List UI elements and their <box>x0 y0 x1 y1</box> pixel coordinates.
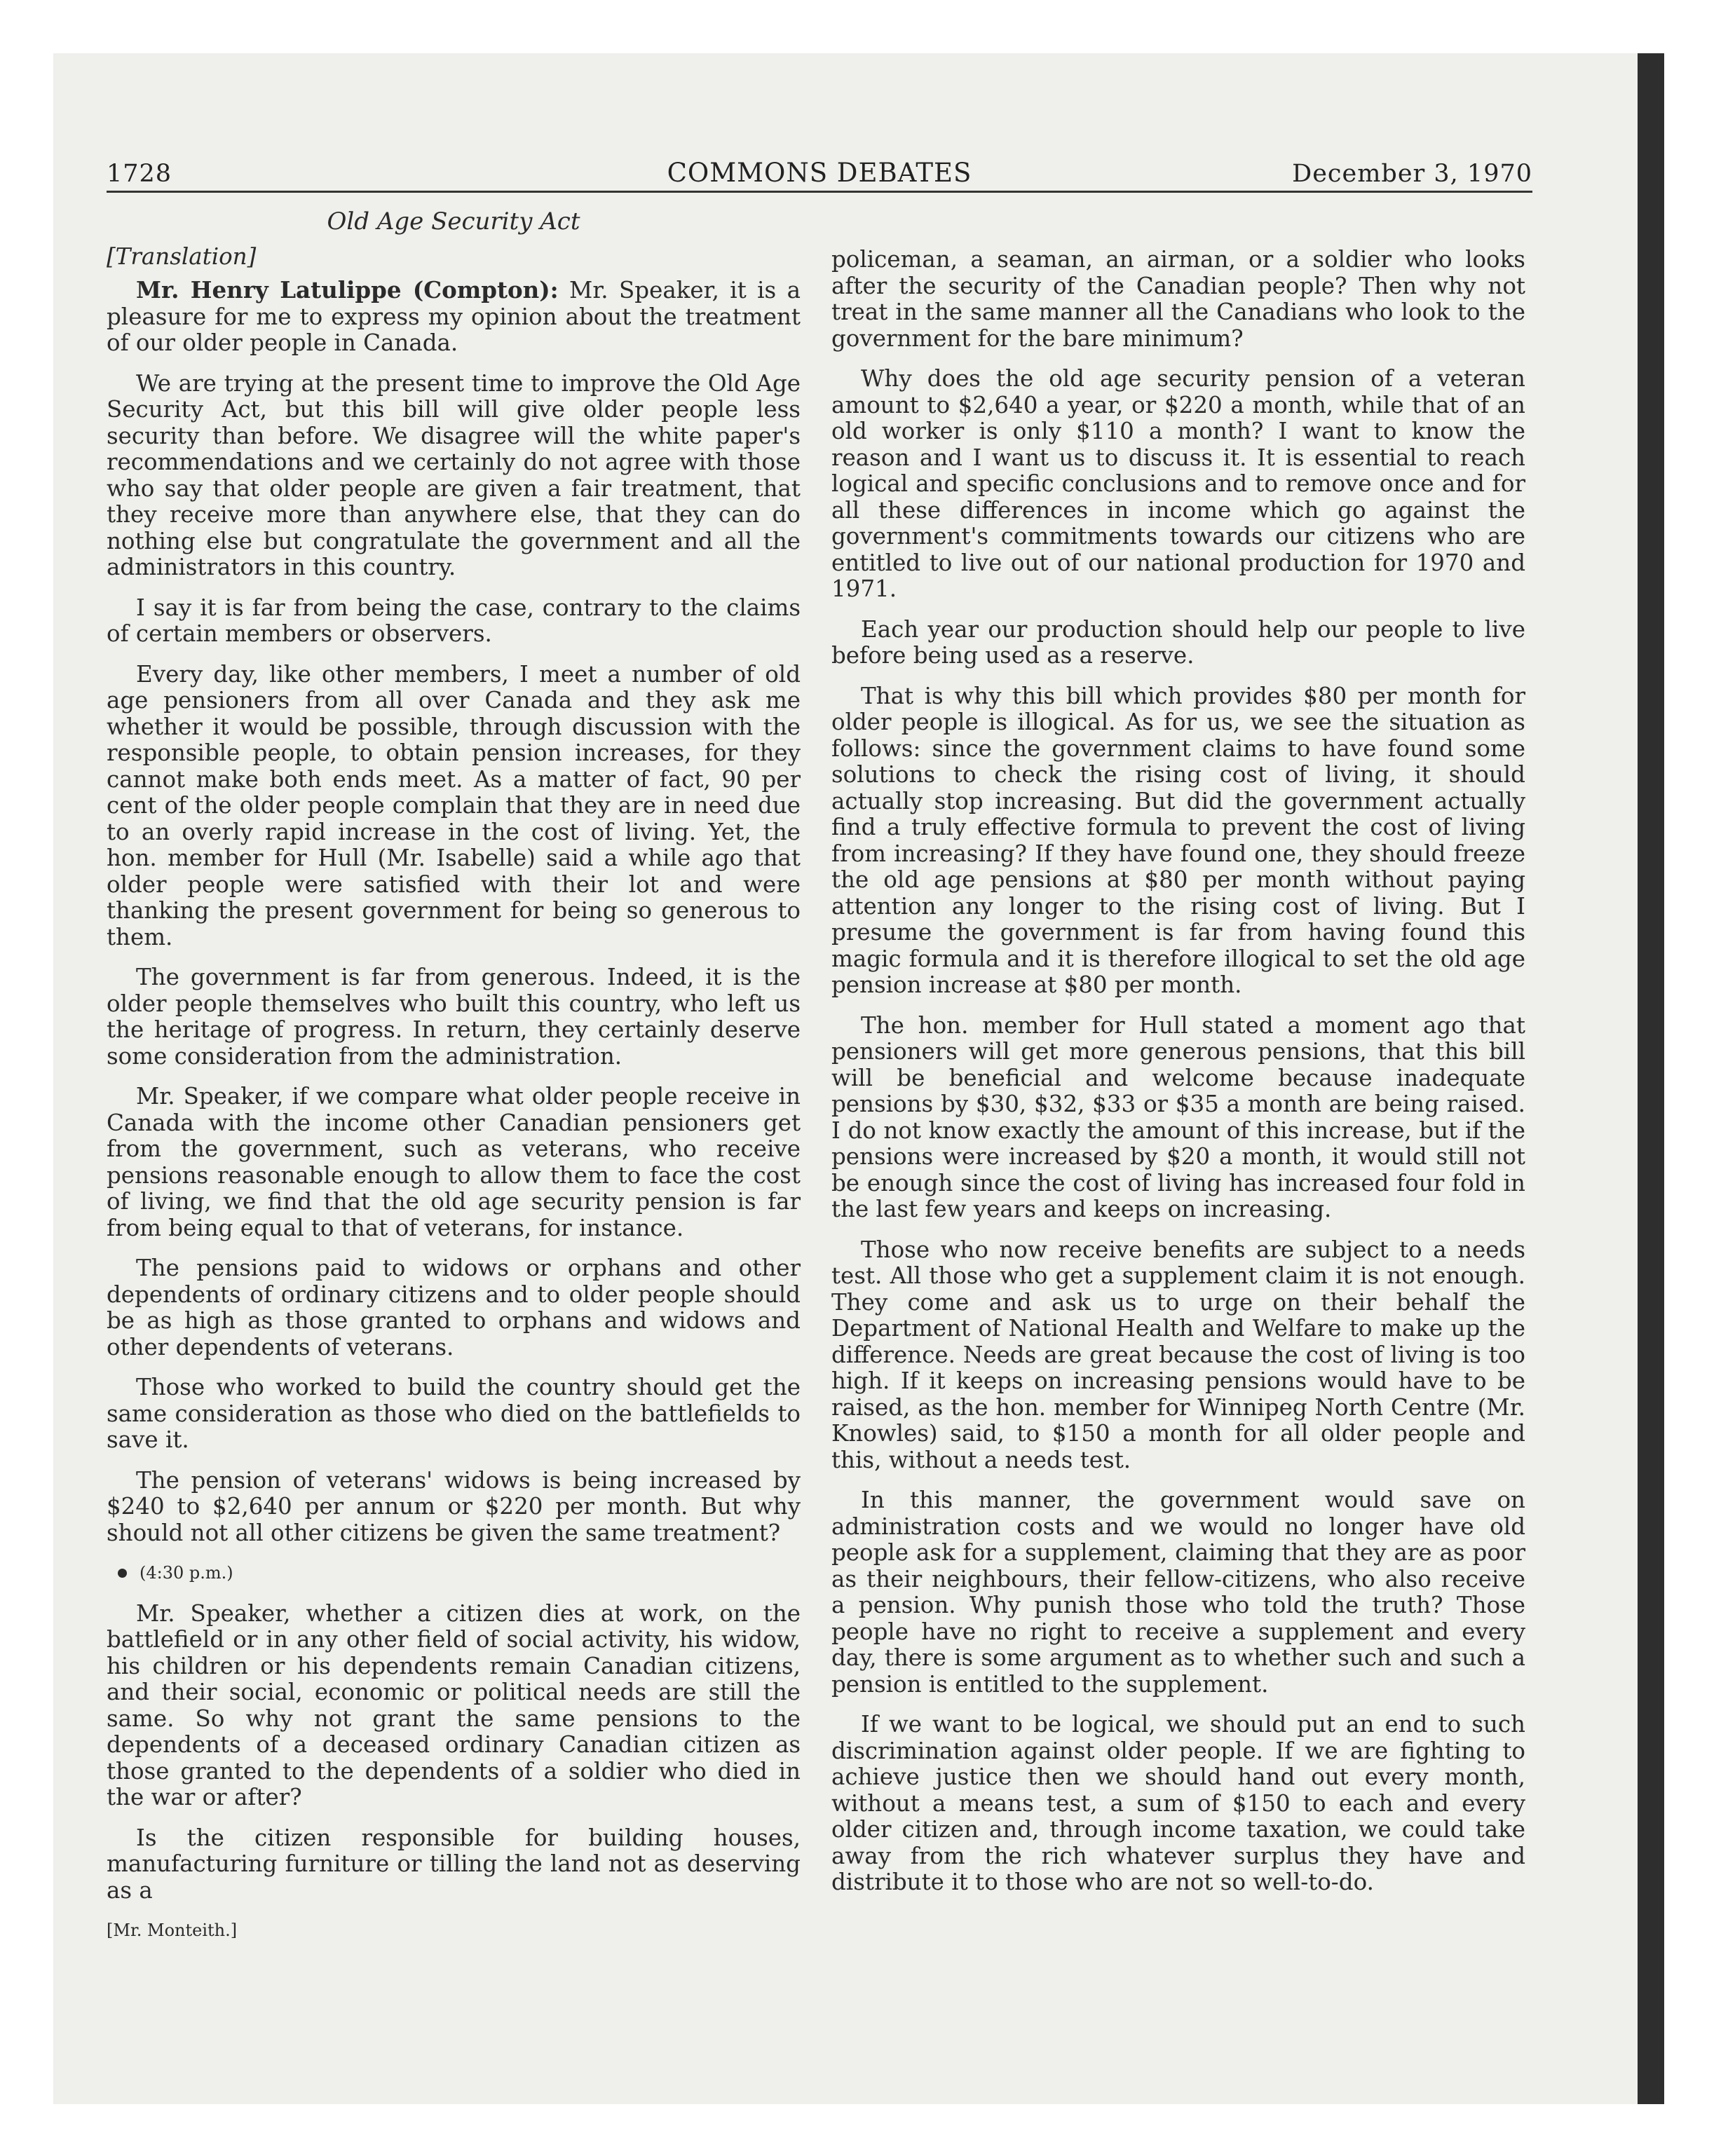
opening-paragraph-text: Mr. Speaker, it is a pleasure for me to express my opinion about the treatment of our older people in Canada. <box>107 277 801 356</box>
paragraph: Those who now receive benefits are subject to a needs test. All those who get a supplement claim it is not enough. They come and ask us to urge on their behalf the Department of National Health and Welfare to make up the difference. Needs are great because the cost of living is too high. If it keeps on increasing pensions would have to be raised, as the hon. member for Winnipeg North Centre (Mr. Knowles) said, to $150 a month for all older people and this, without a needs test. <box>831 1236 1525 1473</box>
time-marker <box>107 1560 801 1587</box>
paragraph: policeman, a seaman, an airman, or a soldier who looks after the security of the Canadian people? Then why not treat in the same manner all the Canadians who look to the government for the bare minimum? <box>831 246 1525 352</box>
paragraph: The pension of veterans' widows is being increased by $240 to $2,640 per annum or $220 per month. But why should not all other citizens be given the same treatment? <box>107 1466 801 1546</box>
paragraph: If we want to be logical, we should put an end to such discrimination against older people. If we are fighting to achieve justice then we should hand out every month, without a means test, a sum of $150 to each and every older citizen and, through income taxation, we could take away from the rich whatever surplus they have and distribute it to those who are not so well-to-do. <box>831 1711 1525 1895</box>
page-header <box>107 149 1532 193</box>
paragraph: The pensions paid to widows or orphans and other dependents of ordinary citizens and to older people should be as high as those granted to orphans and widows and other dependents of veterans. <box>107 1255 801 1360</box>
scan-edge-bar <box>1638 53 1664 2104</box>
translation-note: [Translation] <box>107 243 257 270</box>
paragraph: We are trying at the present time to improve the Old Age Security Act, but this bill will give older people less security than before. We disagree will the white paper's recommendations and we certainly do not agree with those who say that older people are given a fair treatment, that they receive more than anywhere else, that they can do nothing else but congratulate the government and all the administrators in this country. <box>107 369 801 580</box>
right-column <box>831 247 1525 1910</box>
bullet-icon <box>118 1569 127 1578</box>
time-marker-text: (4:30 p.m.) <box>140 1563 233 1583</box>
paragraph: Is the citizen responsible for building houses, manufacturing furniture or tilling the land not as deserving as a <box>107 1824 801 1904</box>
paragraph: Mr. Speaker, whether a citizen dies at work, on the battlefield or in any other field of social activity, his widow, his children or his dependents remain Canadian citizens, and their social, economic or political needs are still the same. So why not grant the same pensions to the dependents of a deceased ordinary Canadian citizen as those granted to the dependents of a soldier who died in the war or after? <box>107 1599 801 1810</box>
paragraph: Each year our production should help our people to live before being used as a reserve. <box>831 615 1525 669</box>
footnote: [Mr. Monteith.] <box>107 1920 238 1940</box>
section-title: Old Age Security Act <box>327 207 580 236</box>
paragraph: Why does the old age security pension of a veteran amount to $2,640 a year, or $220 a month, while that of an old worker is only $110 a month? I want to know the reason and I want us to discuss it. It is essential to reach logical and specific conclusions and to remove once and for all these differences in income which go against the government's commitments towards our citizens who are entitled to live out of our national production for 1970 and 1971. <box>831 365 1525 602</box>
speaker-name: Mr. Henry Latulippe (Compton): <box>136 276 559 303</box>
paragraph: The hon. member for Hull stated a moment ago that pensioners will get more generous pensions, that this bill will be beneficial and welcome because inadequate pensions by $30, $32, $33 or $35 a month are being raised. I do not know exactly the amount of this increase, but if the pensions were increased by $20 a month, it would still not be enough since the cost of living has increased four fold in the last few years and keeps on increasing. <box>831 1011 1525 1222</box>
paragraph: Every day, like other members, I meet a number of old age pensioners from all over Canada and they ask me whether it would be possible, through discussion with the responsible people, to obtain pension increases, for they cannot make both ends meet. As a matter of fact, 90 per cent of the older people complain that they are in need due to an overly rapid increase in the cost of living. Yet, the hon. member for Hull (Mr. Isabelle) said a while ago that older people were satisfied with their lot and were thanking the present government for being so generous to them. <box>107 660 801 950</box>
paragraph: Those who worked to build the country should get the same consideration as those who died on the battlefields to save it. <box>107 1374 801 1453</box>
paragraph: That is why this bill which provides $80 per month for older people is illogical. As for us, we see the situation as follows: since the government claims to have found some solutions to check the rising cost of living, it should actually stop increasing. But did the government actually find a truly effective formula to prevent the cost of living from increasing? If they have found one, they should freeze the old age pensions at $80 per month without paying attention any longer to the rising cost of living. But I presume the government is far from having found this magic formula and it is therefore illogical to set the old age pension increase at $80 per month. <box>831 682 1525 998</box>
left-column <box>107 209 801 1944</box>
paragraph: I say it is far from being the case, contrary to the claims of certain members or observers. <box>107 594 801 647</box>
running-title: COMMONS DEBATES <box>667 158 972 188</box>
page-date: December 3, 1970 <box>1292 160 1532 188</box>
opening-paragraph <box>107 277 801 357</box>
paragraph: In this manner, the government would save on administration costs and we would no longer have old people ask for a supplement, claiming that they are as poor as their neighbours, their fellow-citizens, who also receive a pension. Why punish those who told the truth? Those people have no right to receive a supplement and every day, there is some argument as to whether such and such a pension is entitled to the supplement. <box>831 1487 1525 1698</box>
paragraph: The government is far from generous. Indeed, it is the older people themselves who built this country, who left us the heritage of progress. In return, they certainly deserve some consideration from the administration. <box>107 964 801 1070</box>
page-number: 1728 <box>107 160 172 188</box>
paragraph: Mr. Speaker, if we compare what older people receive in Canada with the income other Canadian pensioners get from the government, such as veterans, who receive pensions reasonable enough to allow them to face the cost of living, we find that the old age security pension is far from being equal to that of veterans, for instance. <box>107 1083 801 1241</box>
